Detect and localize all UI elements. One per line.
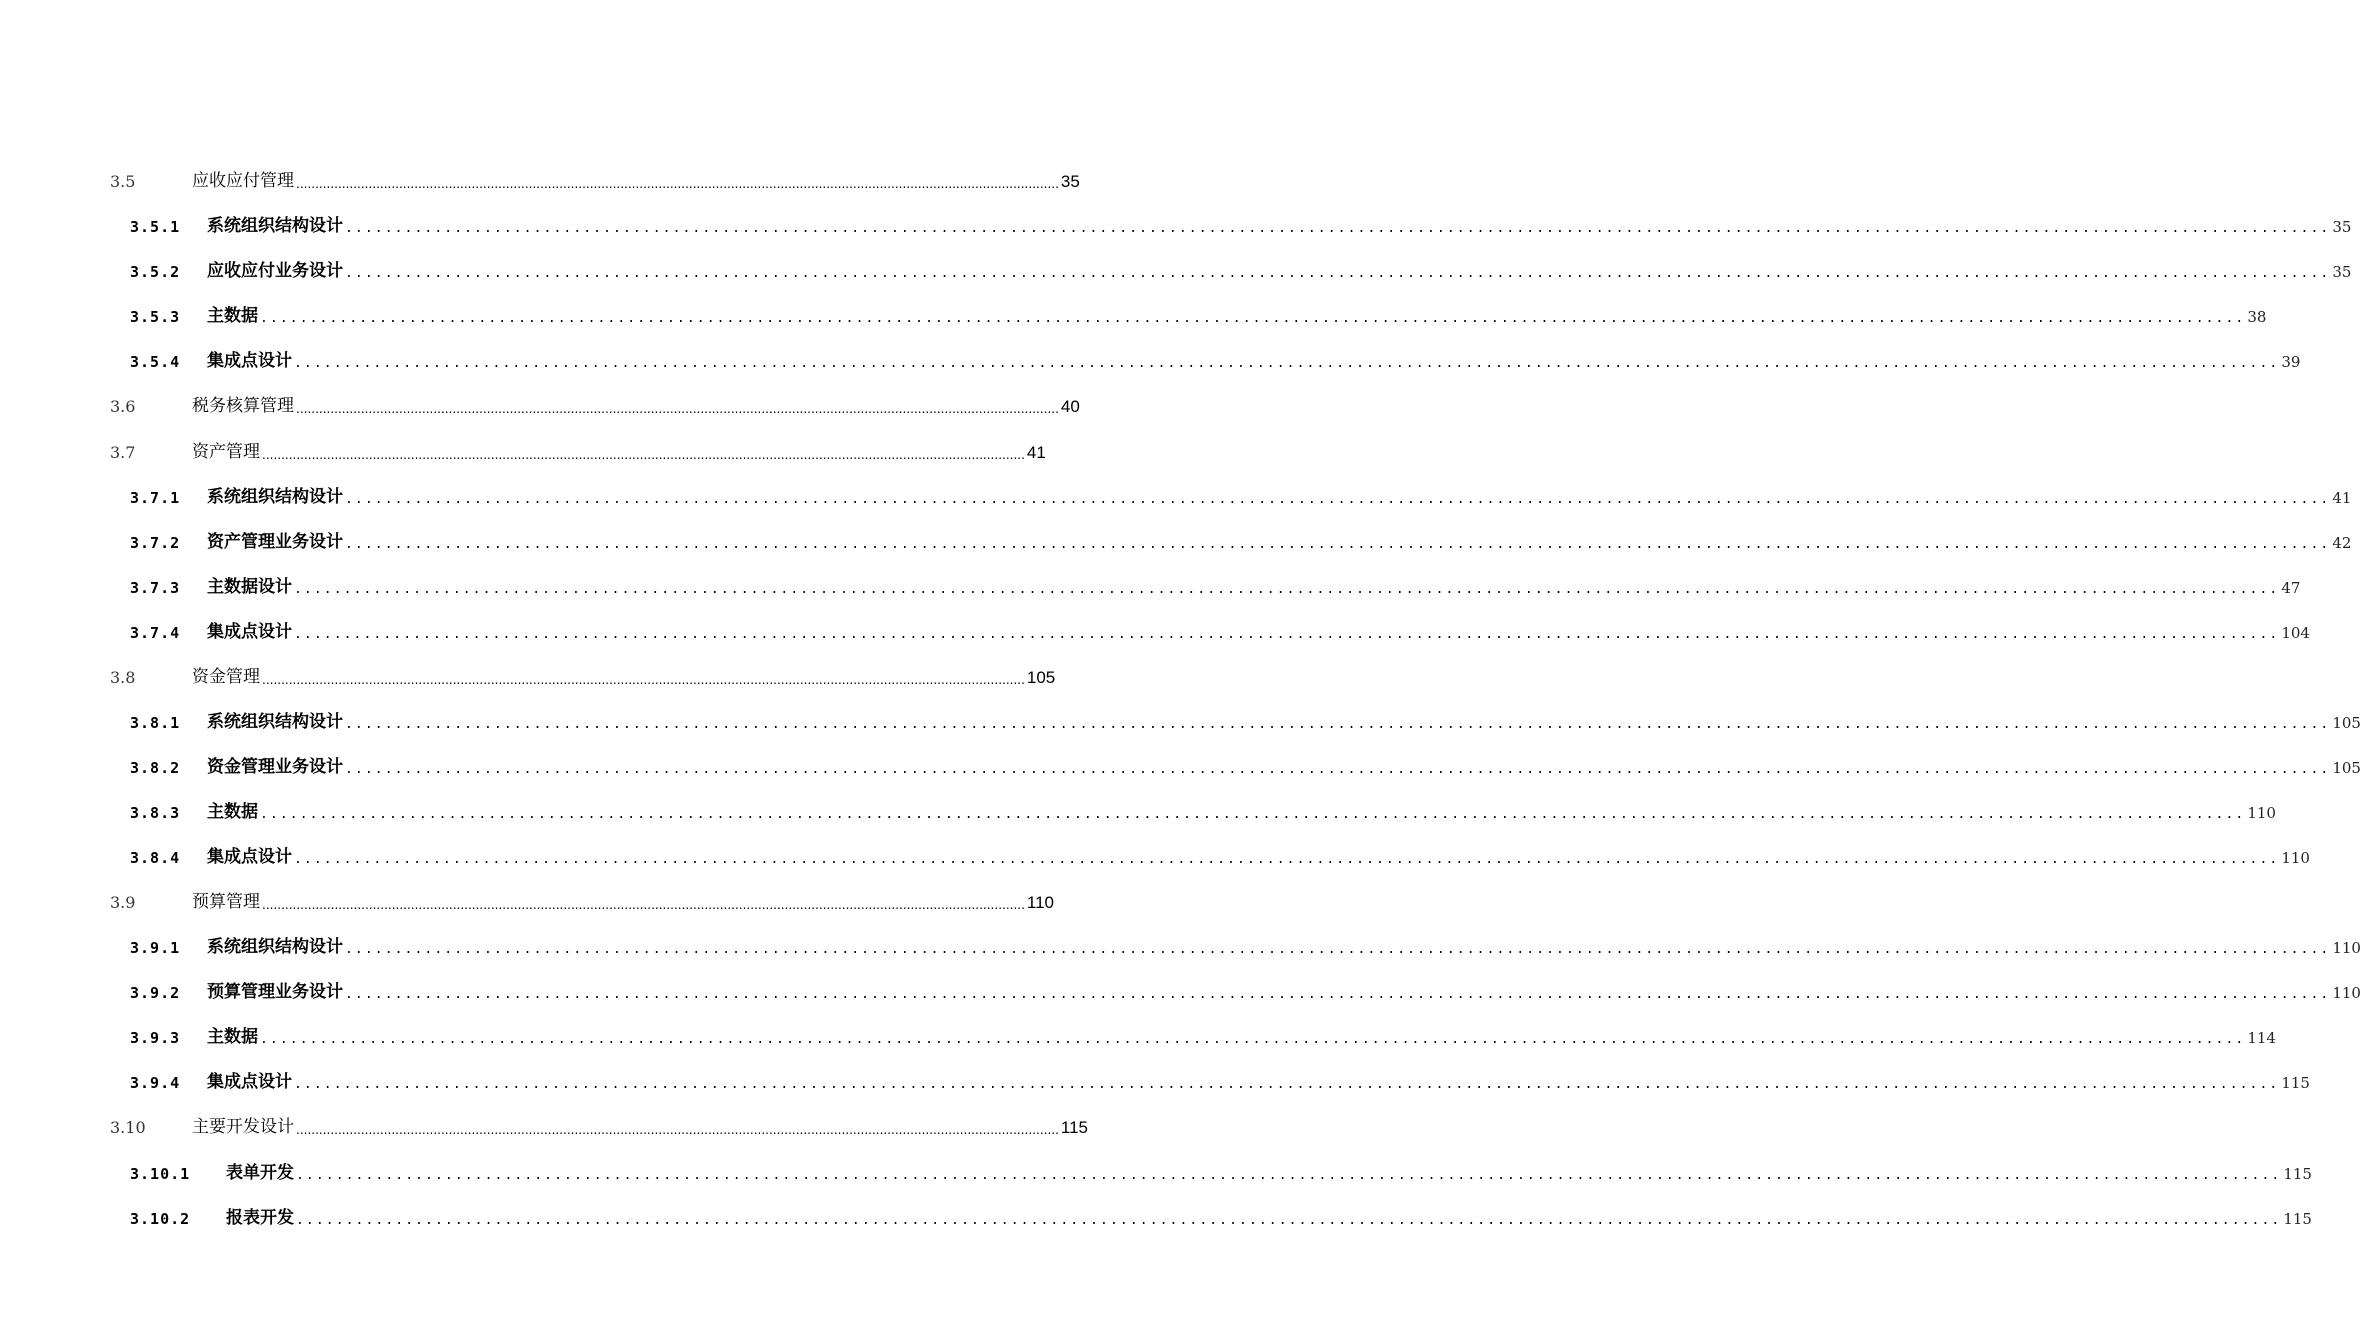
toc-number: 3.9.4	[130, 1074, 181, 1092]
toc-leader: ........................................................................................................................................................................................................	[262, 898, 1025, 912]
toc-number: 3.8.1	[130, 714, 181, 732]
toc-title: 主数据	[207, 802, 258, 822]
toc-title: 资产管理业务设计	[207, 532, 343, 552]
toc-number: 3.9.1	[130, 939, 181, 957]
toc-leader: ........................................................................................................................................................................................................	[296, 177, 1059, 191]
toc-number: 3.5.4	[130, 353, 181, 371]
toc-leader: ........................................................................................................................................................................................................	[345, 942, 2331, 957]
toc-page: 35	[1060, 172, 1080, 191]
toc-entry[interactable]	[110, 437, 1046, 462]
toc-number: 3.6	[110, 397, 136, 416]
toc-number: 3.7.3	[130, 579, 181, 597]
toc-title: 预算管理	[192, 892, 260, 912]
toc-number: 3.8.4	[130, 849, 181, 867]
toc-entry[interactable]	[110, 662, 1056, 687]
toc-title: 系统组织结构设计	[207, 937, 343, 957]
toc-page: 41	[2332, 489, 2352, 507]
toc-leader: ........................................................................................................................................................................................................	[294, 582, 2280, 597]
toc-page: 105	[1026, 668, 1056, 687]
toc-leader: ........................................................................................................................................................................................................	[294, 356, 2280, 371]
toc-page: 104	[2281, 624, 2310, 642]
toc-leader: ........................................................................................................................................................................................................	[345, 762, 2331, 777]
toc-title: 主要开发设计	[192, 1117, 294, 1137]
toc-entry[interactable]	[130, 572, 2301, 597]
toc-page: 115	[1060, 1118, 1088, 1137]
toc-title: 税务核算管理	[192, 396, 294, 416]
toc-leader: ........................................................................................................................................................................................................	[296, 402, 1059, 416]
toc-leader: ........................................................................................................................................................................................................	[260, 311, 2246, 326]
toc-entry[interactable]	[130, 707, 2361, 732]
toc-page: 42	[2332, 534, 2352, 552]
toc-page: 115	[2281, 1074, 2310, 1092]
toc-title: 集成点设计	[207, 847, 292, 867]
toc-entry[interactable]	[130, 1022, 2276, 1047]
toc-entry[interactable]	[130, 617, 2310, 642]
toc-title: 资产管理	[192, 442, 260, 462]
toc-number: 3.9	[110, 893, 136, 912]
toc-page: 40	[1060, 397, 1080, 416]
toc-number: 3.5.1	[130, 218, 181, 236]
toc-entry[interactable]	[130, 256, 2352, 281]
toc-page: 110	[2332, 984, 2361, 1002]
toc-number: 3.8	[110, 668, 136, 687]
toc-title: 资金管理业务设计	[207, 757, 343, 777]
toc-entry[interactable]	[130, 527, 2352, 552]
toc-title: 集成点设计	[207, 622, 292, 642]
toc-title: 预算管理业务设计	[207, 982, 343, 1002]
toc-page: 110	[2247, 804, 2276, 822]
toc-entry[interactable]	[130, 301, 2267, 326]
toc-page: 38	[2247, 308, 2267, 326]
toc-page: 47	[2281, 579, 2301, 597]
toc-entry[interactable]	[130, 797, 2276, 822]
toc-leader: ........................................................................................................................................................................................................	[262, 448, 1025, 462]
toc-page: 41	[1026, 443, 1046, 462]
toc-title: 资金管理	[192, 667, 260, 687]
toc-leader: ........................................................................................................................................................................................................	[345, 987, 2331, 1002]
toc-entry[interactable]	[110, 166, 1080, 191]
toc-number: 3.5.3	[130, 308, 181, 326]
toc-page: 35	[2332, 218, 2352, 236]
toc-leader: ........................................................................................................................................................................................................	[345, 266, 2331, 281]
toc-number: 3.5.2	[130, 263, 181, 281]
toc-leader: ........................................................................................................................................................................................................	[345, 221, 2331, 236]
toc-entry[interactable]	[130, 932, 2361, 957]
toc-entry[interactable]	[110, 391, 1080, 416]
toc-title: 应收应付业务设计	[207, 261, 343, 281]
toc-page: 35	[2332, 263, 2352, 281]
toc-entry[interactable]	[130, 1158, 2312, 1183]
toc-title: 系统组织结构设计	[207, 712, 343, 732]
toc-title: 系统组织结构设计	[207, 216, 343, 236]
toc-entry[interactable]	[110, 1112, 1088, 1137]
toc-entry[interactable]	[130, 482, 2352, 507]
toc-entry[interactable]	[130, 211, 2352, 236]
toc-number: 3.10	[110, 1118, 146, 1137]
toc-entry[interactable]	[130, 752, 2361, 777]
toc-title: 系统组织结构设计	[207, 487, 343, 507]
toc-page: 115	[2283, 1210, 2312, 1228]
toc-page: 110	[2332, 939, 2361, 957]
toc-number: 3.7.2	[130, 534, 181, 552]
toc-leader: ........................................................................................................................................................................................................	[296, 1213, 2282, 1228]
toc-leader: ........................................................................................................................................................................................................	[345, 537, 2331, 552]
toc-number: 3.10.2	[130, 1210, 191, 1228]
toc-entry[interactable]	[130, 1203, 2312, 1228]
toc-leader: ........................................................................................................................................................................................................	[296, 1123, 1059, 1137]
toc-number: 3.5	[110, 172, 136, 191]
toc-leader: ........................................................................................................................................................................................................	[294, 1077, 2280, 1092]
toc-entry[interactable]	[130, 346, 2301, 371]
toc-page: 110	[2281, 849, 2310, 867]
toc-title: 报表开发	[226, 1208, 294, 1228]
toc-leader: ........................................................................................................................................................................................................	[260, 1032, 2246, 1047]
toc-number: 3.7.4	[130, 624, 181, 642]
toc-number: 3.10.1	[130, 1165, 191, 1183]
toc-title: 应收应付管理	[192, 171, 294, 191]
toc-leader: ........................................................................................................................................................................................................	[345, 492, 2331, 507]
toc-entry[interactable]	[130, 977, 2361, 1002]
toc-page: 114	[2247, 1029, 2276, 1047]
toc-number: 3.7	[110, 443, 136, 462]
toc-leader: ........................................................................................................................................................................................................	[296, 1168, 2282, 1183]
toc-title: 主数据	[207, 306, 258, 326]
toc-number: 3.9.3	[130, 1029, 181, 1047]
toc-number: 3.9.2	[130, 984, 181, 1002]
toc-page: 105	[2332, 714, 2361, 732]
toc-entry[interactable]	[130, 842, 2310, 867]
toc-page: 39	[2281, 353, 2301, 371]
toc-leader: ........................................................................................................................................................................................................	[262, 673, 1025, 687]
toc-number: 3.8.2	[130, 759, 181, 777]
toc-title: 表单开发	[226, 1163, 294, 1183]
toc-page: 115	[2283, 1165, 2312, 1183]
toc-title: 主数据	[207, 1027, 258, 1047]
toc-leader: ........................................................................................................................................................................................................	[345, 717, 2331, 732]
toc-leader: ........................................................................................................................................................................................................	[294, 852, 2280, 867]
toc-leader: ........................................................................................................................................................................................................	[260, 807, 2246, 822]
toc-entry[interactable]	[110, 887, 1054, 912]
toc-title: 集成点设计	[207, 1072, 292, 1092]
toc-page: 105	[2332, 759, 2361, 777]
toc-number: 3.7.1	[130, 489, 181, 507]
toc-entry[interactable]	[130, 1067, 2310, 1092]
toc-title: 主数据设计	[207, 577, 292, 597]
toc-leader: ........................................................................................................................................................................................................	[294, 627, 2280, 642]
toc-number: 3.8.3	[130, 804, 181, 822]
toc-title: 集成点设计	[207, 351, 292, 371]
toc-page: 110	[1026, 893, 1054, 912]
